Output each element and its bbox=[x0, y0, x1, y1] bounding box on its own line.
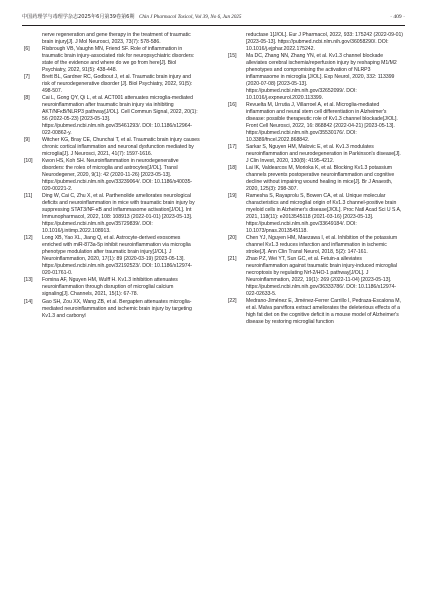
reference-number: [14] bbox=[24, 298, 33, 305]
reference-number: [11] bbox=[24, 193, 33, 200]
page-number: · 409 · bbox=[390, 14, 405, 20]
reference-text: Medrano-Jiménez E, Jiménez-Ferrer Carrillo I, Pedraza-Escalona M, et al. Malva parviflora extract ameliorates the deleterious effects of a high fat diet on the cognitive deficit in a mouse model of Alzheimer's disease by restoring microglial function bbox=[246, 298, 401, 326]
journal-title-english: Chin J Pharmacol Toxicol, Vol 39, No 6, Jun 2025 bbox=[138, 14, 242, 20]
reference-number: [20] bbox=[228, 235, 237, 242]
reference-number: [21] bbox=[228, 256, 237, 263]
reference-text: Zhao PZ, Wei YT, Sun GC, et al. Fetuin-a alleviates neuroinflammation against traumatic brain injury-induced microglial necroptosis by regulating Nrf-2/HO-1 pathway[J/OL]. J Neuroinflammation, 2022, 19(1): 269 (2022-11-04) [2023-05-13]. https://pubmed.ncbi.nlm.nih.gov/36333786/. DOI: 10.1186/s12974-022-02633-5. bbox=[246, 256, 397, 298]
reference-number: [8] bbox=[24, 95, 30, 102]
running-header-journal bbox=[22, 10, 241, 24]
reference-item bbox=[228, 298, 404, 326]
reference-number: [22] bbox=[228, 298, 237, 305]
reference-text: Witcher KG, Bray CE, Chunchai T, et al. Traumatic brain injury causes chronic cortical inflammation and neuronal dysfunction mediated by microglia[J]. J Neurosci, 2021, 41(7): 1597-1616. bbox=[42, 137, 200, 158]
reference-item bbox=[24, 193, 200, 235]
reference-item bbox=[24, 46, 200, 74]
reference-item bbox=[228, 102, 404, 144]
reference-number: [16] bbox=[228, 101, 237, 108]
reference-text: Long XB, Yao XL, Jiang Q, et al. Astrocyte-derived exosomes enriched with miR-873a-5p inhibit neuroinflammation via microglia phenotype modulation after traumatic brain injury[J/OL]. J Neuroinflammation, 2020, 17(1): 89 (2020-03-19) [2023-05-13]. https://pubmed.ncbi.nlm.nih.gov/32192523/. DOI: 10.1186/s12974-020-01761-0. bbox=[42, 235, 193, 277]
reference-item bbox=[24, 277, 200, 298]
header-rule bbox=[22, 25, 405, 26]
reference-item bbox=[24, 158, 200, 193]
reference-text: Revuelta M, Urrutia J, Villarroel A, et al. Microglia-mediated inflammation and neural stem cell differentiation in Alzheimer's disease: possible therapeutic role of Kv1.3 channel blockade[J/OL]. Front Cell Neurosci, 2022, 16: 868842 (2022-04-21) [2023-05-13]. https://pubmed.ncbi.nlm.nih.gov/35530176/. DOI: 10.3389/fncel.2022.868842. bbox=[246, 101, 398, 143]
reference-text: Kwon HS, Koh SH. Neuroinflammation in neurodegenerative disorders: the roles of microglia and astrocytes[J/OL]. Transl Neurodegener, 2020, 9(1): 42 (2020-11-26) [2023-05-13]. https://pubmed.ncbi.nlm.nih.gov/33239064/. DOI: 10.1186/s40035-020-00221-2. bbox=[42, 158, 193, 193]
reference-text: Gao SH, Zou XX, Wang ZB, et al. Bergapten attenuates microglia-mediated neuroinflammation and ischemic brain injury by targeting Kv1.3 and carbonyl bbox=[42, 298, 192, 319]
reference-item bbox=[228, 193, 404, 235]
reference-number: [13] bbox=[24, 277, 33, 284]
reference-column-right bbox=[228, 32, 404, 326]
reference-text: Sarkar S, Nguyen HM, Malovic E, et al. Kv1.3 modulates neuroinflammation and neurodegeneration in Parkinson's disease[J]. J Clin Invest, 2020, 130(8): 4195-4212. bbox=[246, 143, 401, 164]
reference-number: [15] bbox=[228, 52, 237, 59]
reference-number: [6] bbox=[24, 45, 30, 52]
reference-number: [17] bbox=[228, 143, 237, 150]
reference-item bbox=[228, 165, 404, 193]
reference-item bbox=[24, 74, 200, 95]
reference-text: Cai L, Gong QY, Qi L, et al. ACT001 attenuates microglia-mediated neuroinflammation after traumatic brain injury via inhibiting AKT/NFκB/NLRP3 pathway[J/OL]. Cell Commun Signal, 2022, 20(1): 56 (2022-05-23) [2023-05-13]. https://pubmed.ncbi.nlm.nih.gov/35461293/. DOI: 10.1186/s12964-022-00862-y. bbox=[42, 95, 198, 136]
reference-number: [12] bbox=[24, 235, 33, 242]
reference-item bbox=[228, 235, 404, 256]
reference-item bbox=[24, 95, 200, 137]
reference-number: [7] bbox=[24, 74, 30, 81]
reference-text: Ding W, Cai C, Zhu X, et al. Parthenolide ameliorates neurological deficits and neuroinflammation in mice with traumatic brain injury by suppressing STAT3/NF-κB and inflammasome activation[J/OL]. Int Immunopharmacol, 2022, 108: 108913 (2022-01-01) [2023-05-13]. https://pubmed.ncbi.nlm.nih.gov/35729839/. DOI: 10.1016/j.intimp.2022.108913. bbox=[42, 193, 195, 235]
reference-number: [9] bbox=[24, 137, 30, 144]
reference-column-left bbox=[24, 32, 200, 320]
reference-item bbox=[24, 299, 200, 320]
reference-number: [10] bbox=[24, 158, 33, 165]
running-header bbox=[22, 10, 405, 24]
reference-item bbox=[24, 235, 200, 277]
reference-number: [19] bbox=[228, 193, 237, 200]
reference-text: Ramesha S, Rayaprolu S, Bowen CA, et al. Unique molecular characteristics and microglial origin of Kv1.3 channel-positive brain myeloid cells in Alzheimer's disease[J/OL]. Proc Natl Acad Sci U S A, 2021, 118(11): e2013545118 (2021-03-16) [2023-05-13]. https://pubmed.ncbi.nlm.nih.gov/33649184/. DOI: 10.1073/pnas.2013545118. bbox=[246, 193, 402, 234]
reference-item bbox=[228, 53, 404, 102]
reference-text: Chen YJ, Nguyen HM, Maezawa I, et al. Inhibition of the potassium channel Kv1.3 reduces infarction and inflammation in ischemic stroke[J]. Ann Clin Transl Neurol, 2018, 5(2): 147-161. bbox=[246, 235, 398, 256]
reference-text: Brett BL, Gardner RC, Godbout J, et al. Traumatic brain injury and risk of neurodegenerative disorder [J]. Biol Psychiatry, 2022, 91(5): 498-507. bbox=[42, 74, 193, 94]
reference-number: [18] bbox=[228, 165, 237, 171]
reference-continuation: reductase 1[J/OL]. Eur J Pharmacol, 2022, 933: 175242 (2022-09-01) [2023-05-13]. https://pubmed.ncbi.nlm.nih.gov/36058290/. DOI: 10.1016/j.ejphar.2022.175242. bbox=[246, 32, 403, 52]
reference-continuation: nerve regeneration and gene therapy in the treatment of traumatic brain injury[J]. J Mol Neurosci, 2023, 73(7): 578-586. bbox=[42, 32, 191, 45]
journal-title-chinese: 中国药理学与毒理学杂志2025年6月第39卷第6期 bbox=[22, 14, 135, 20]
reference-text: Risbrough VB, Vaughn MN, Friend SF. Role of inflammation in traumatic brain injury-associated risk for neuropsychiatric disorders: state of the evidence and where do we go from here[J]. Biol Psychiatry, 2022, 91(5): 438-448. bbox=[42, 45, 195, 73]
reference-item bbox=[228, 144, 404, 165]
reference-text: Lai IK, Valdearcos M, Morioka K, et al. Blocking Kv1.3 potassium channels prevents postoperative neuroinflammation and cognitive decline without impairing wound healing in mice[J]. Br J Anaesth, 2020, 125(3): 298-307. bbox=[246, 165, 395, 192]
reference-item bbox=[24, 137, 200, 158]
reference-item bbox=[228, 256, 404, 298]
reference-text: Ma DC, Zhang NN, Zhang YN, et al. Kv1.3 channel blockade alleviates cerebral ischemia/reperfusion injury by reshaping M1/M2 phenotypes and compromising the activation of NLRP3 inflammasome in microglia [J/OL]. Exp Neurol, 2020, 332: 113399 (2020-07-08) [2023-05-13]. https://pubmed.ncbi.nlm.nih.gov/32652099/. DOI: 10.1016/j.expneurol.2020.113399. bbox=[246, 52, 397, 101]
reference-text: Fomina AF, Nguyen HM, Wulff H. Kv1.3 inhibition attenuates neuroinflammation through disruption of microglial calcium signaling[J]. Channels, 2021, 15(1): 67-78. bbox=[42, 277, 178, 298]
